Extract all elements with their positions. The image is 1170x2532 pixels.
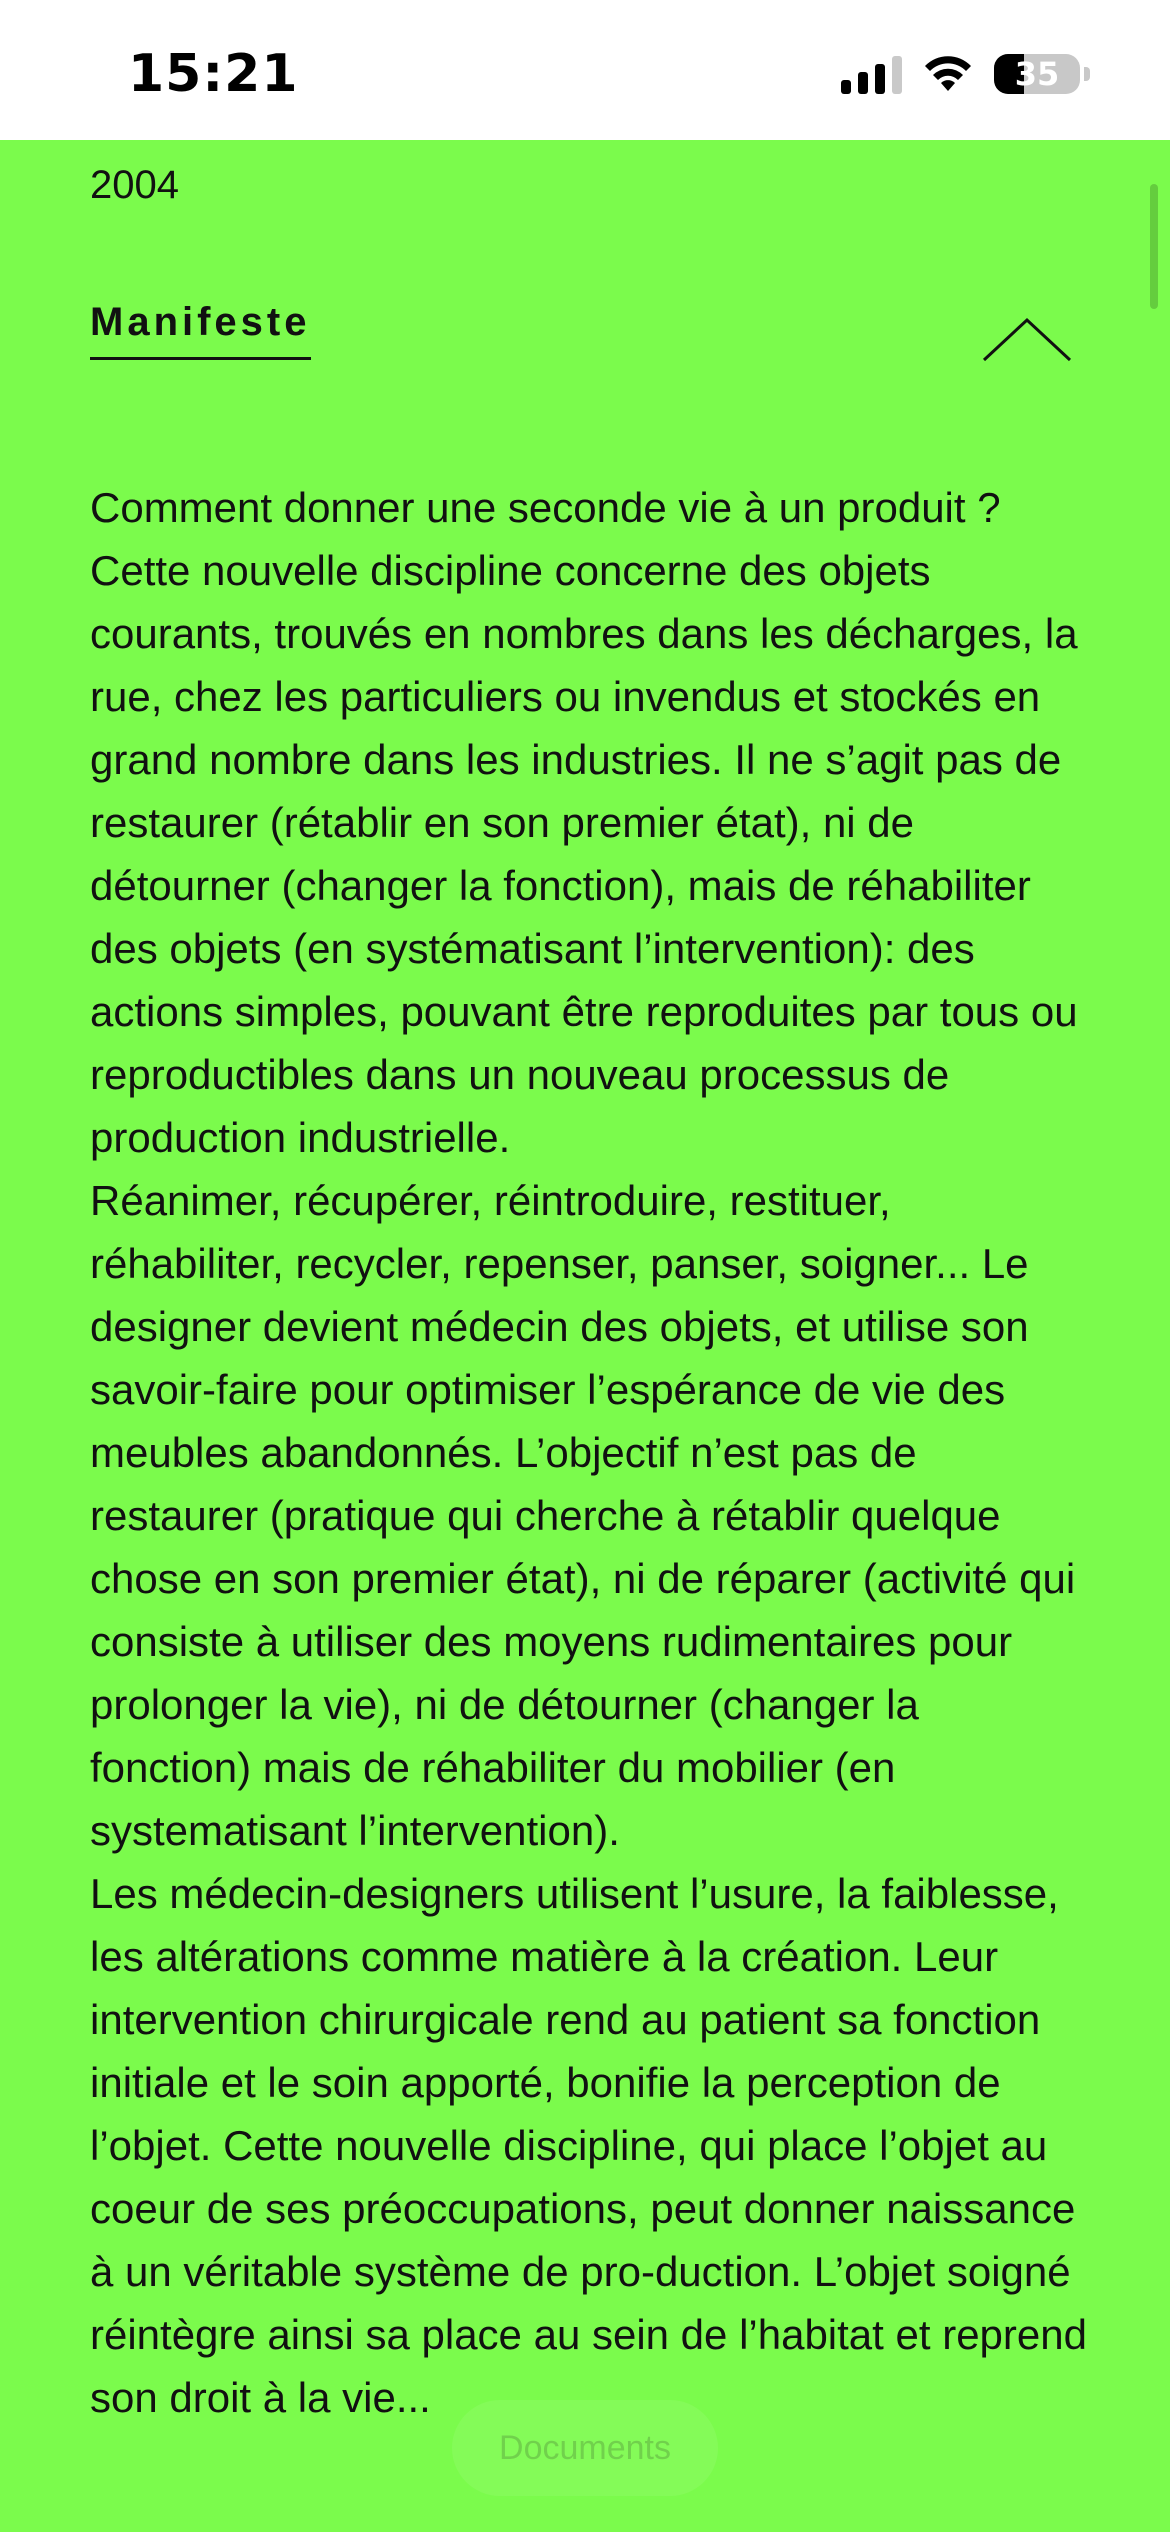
manifest-text [90, 476, 1090, 2429]
battery-nub [1084, 67, 1090, 81]
manifest-paragraph: Comment donner une seconde vie à un produit ? Cette nouvelle discipline concerne des objets courants, trouvés en nombres dans les décharges, la rue, chez les particuliers ou invendus et stockés en grand nombre dans les industries. Il ne s’agit pas de restaurer (rétablir en son premier état), ni de détourner (changer la fonction), mais de réhabiliter des objets (en systématisant l’intervention): des actions simples, pouvant être reproduites par tous ou reproductibles dans un nouveau processus de production industrielle. [90, 484, 1078, 1161]
wifi-icon [924, 55, 972, 93]
scrollbar[interactable] [1150, 184, 1158, 309]
manifest-paragraph: Réanimer, récupérer, réintroduire, restituer, réhabiliter, recycler, repenser, panser, soigner... Le designer devient médecin des objets, et utilise son savoir-faire pour optimiser l’espérance de vie des meubles abandonnés. L’objectif n’est pas de restaurer (pratique qui cherche à rétablir quelque chose en son premier état), ni de réparer (activité qui consiste à utiliser des moyens rudimentaires pour prolonger la vie), ni de détourner (changer la fonction) mais de réhabiliter du mobilier (en systematisant l’intervention). [90, 1177, 1076, 1854]
manifest-section-header[interactable] [90, 300, 1072, 390]
chevron-up-icon[interactable] [982, 314, 1072, 364]
status-bar [0, 0, 1170, 140]
battery-icon [994, 54, 1080, 94]
project-year: 2004 [90, 163, 179, 207]
status-icons [841, 50, 1090, 98]
manifest-paragraph: Les médecin-designers utilisent l’usure, la faiblesse, les altérations comme matière à la création. Leur intervention chirurgicale rend au patient sa fonction initiale et le soin apporté, bonifie la perception de l’objet. Cette nouvelle discipline, qui place l’objet au coeur de ses préoccupations, peut donner naissance à un véritable système de pro-duction. L’objet soigné réintègre ainsi sa place au sein de l’habitat et reprend son droit à la vie... [90, 1870, 1087, 2421]
status-time: 15:21 [128, 44, 299, 104]
documents-button[interactable]: Documents [452, 2400, 718, 2496]
section-title[interactable]: Manifeste [90, 300, 311, 360]
cellular-signal-icon [841, 54, 902, 94]
battery-percent: 35 [1014, 55, 1060, 93]
